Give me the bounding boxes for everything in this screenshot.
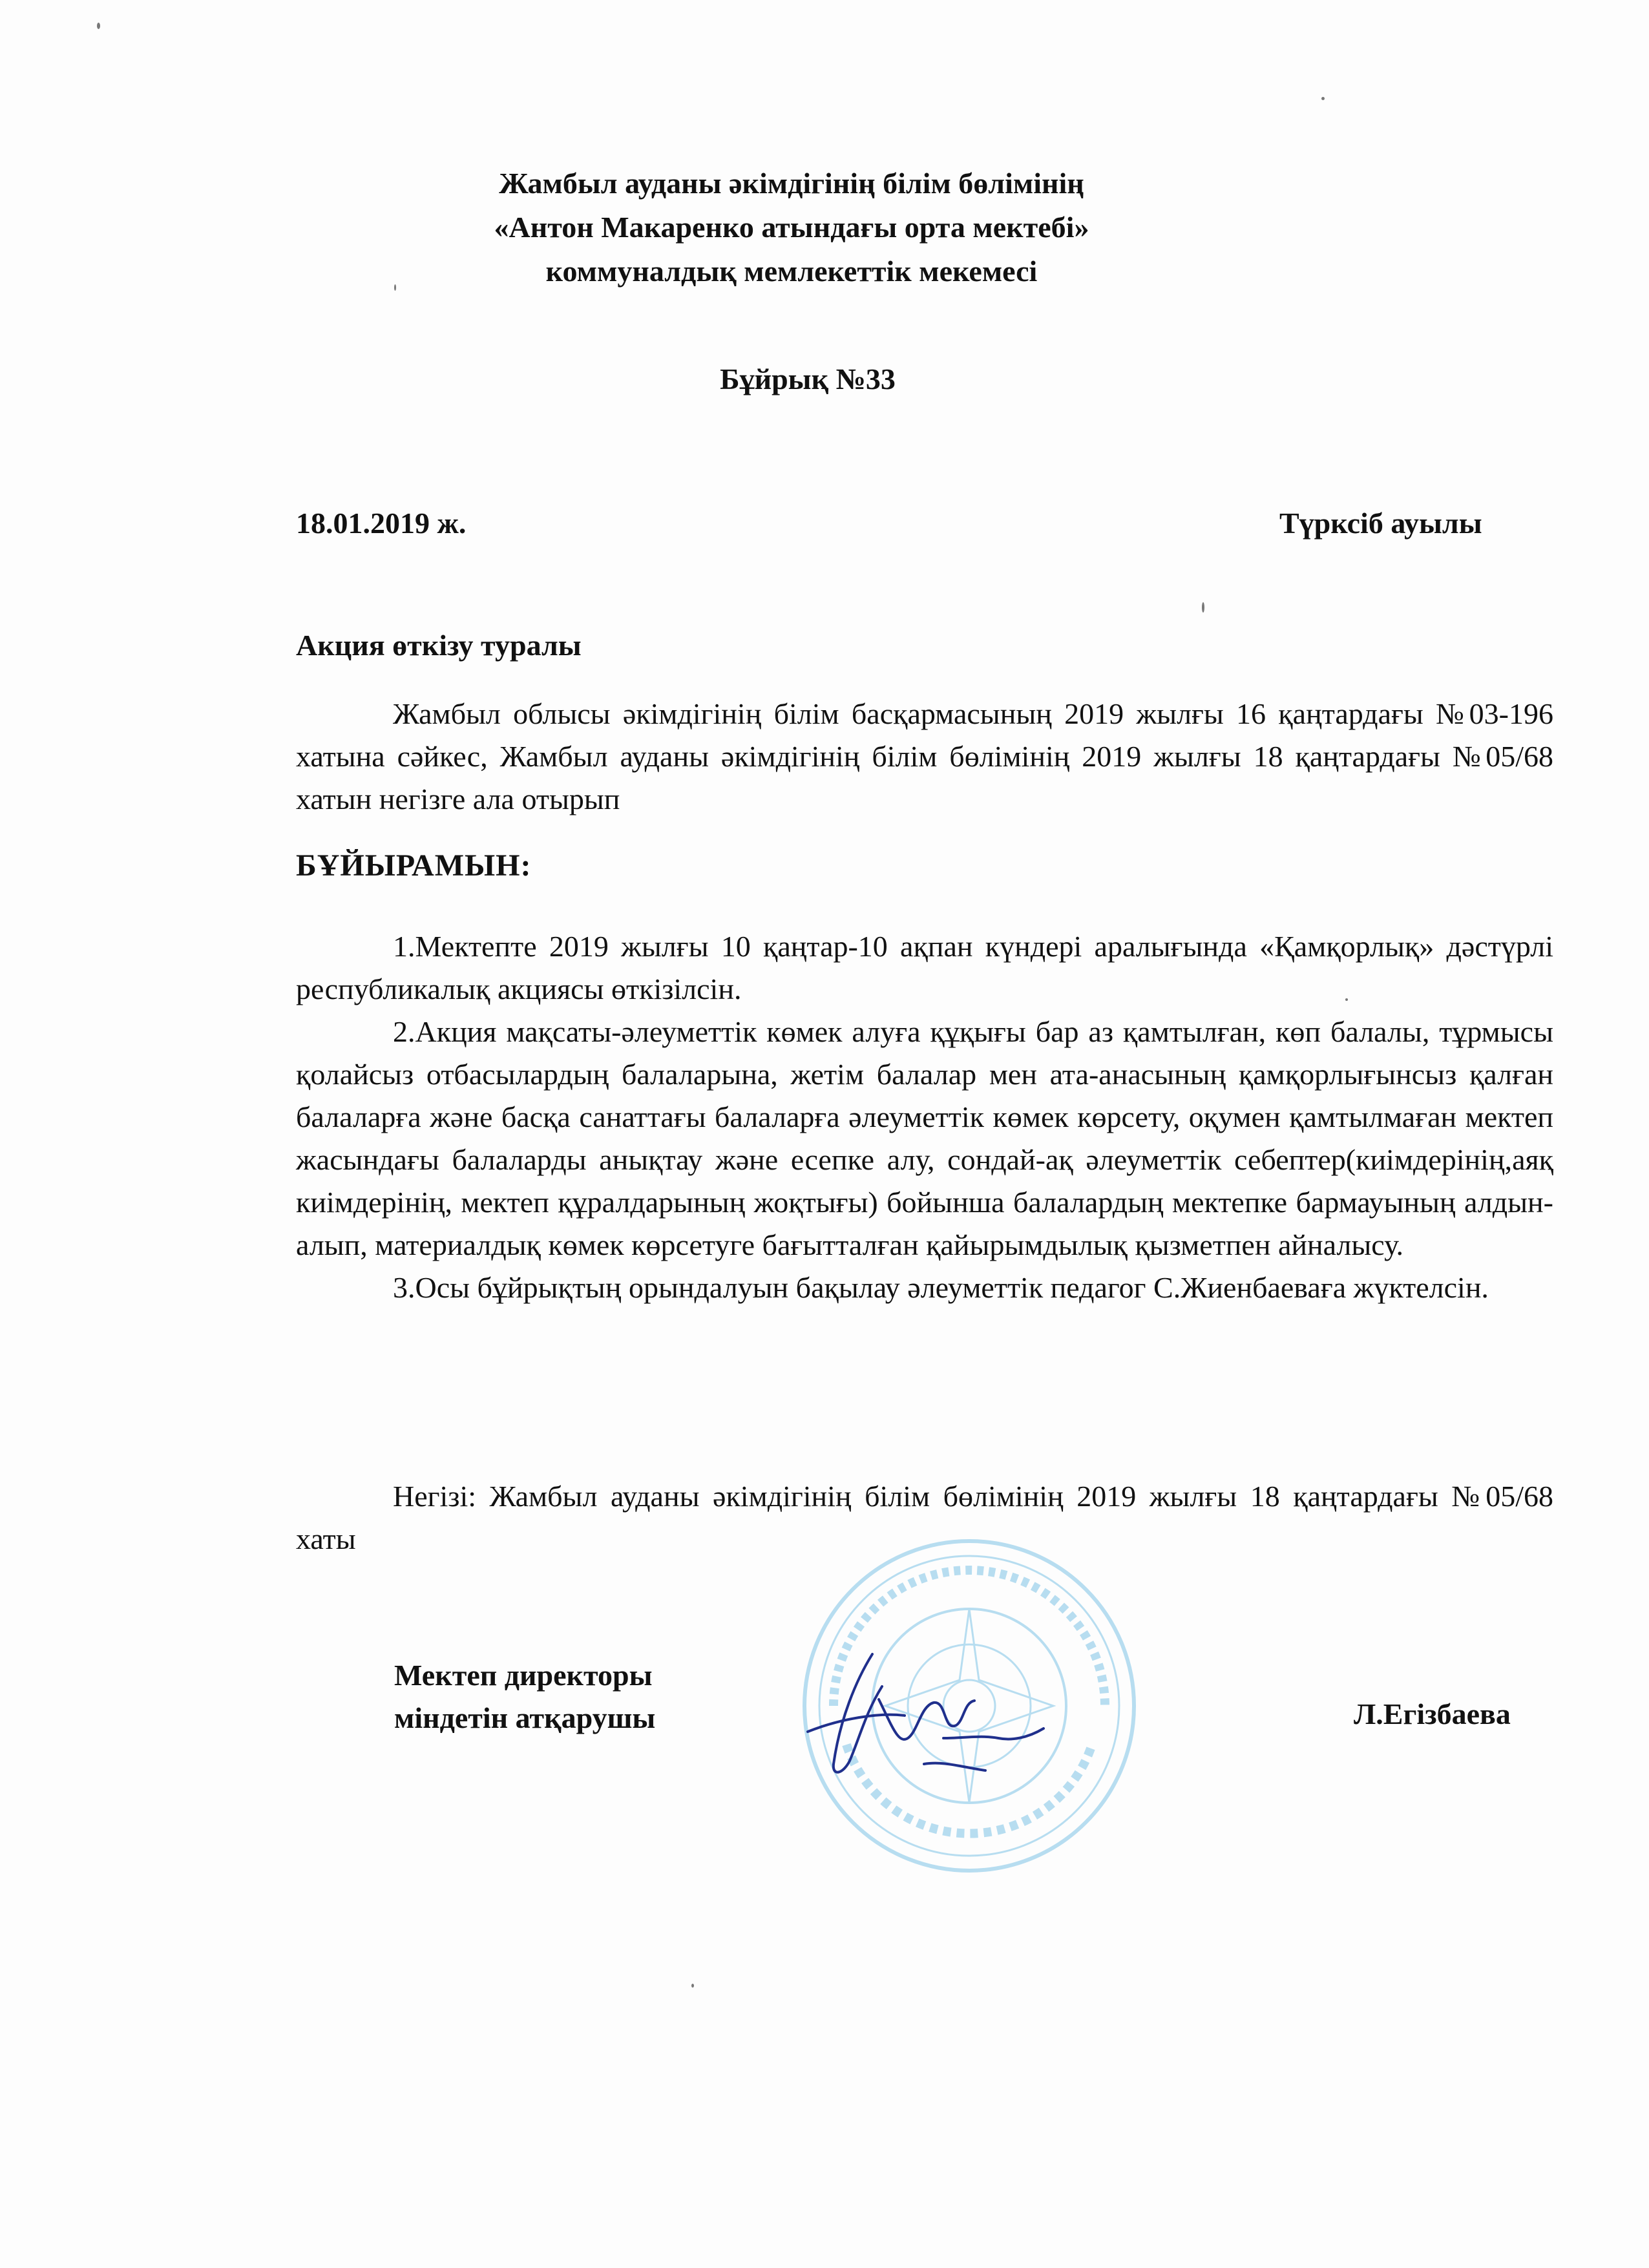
signatory-name: Л.Егізбаева	[1354, 1697, 1511, 1730]
handwritten-signature	[795, 1641, 1053, 1790]
order-item-1: 1.Мектепте 2019 жылғы 10 қаңтар-10 ақпан күндері аралығында «Қамқорлық» дәстүрлі республикалық акциясы өткізілсін.	[296, 930, 1553, 1005]
intro-paragraph	[296, 693, 1553, 821]
basis-text: Негізі: Жамбыл ауданы әкімдігінің білім бөлімінің 2019 жылғы 18 қаңтардағы №05/68 хаты	[296, 1480, 1553, 1555]
order-subject: Акция өткізу туралы	[296, 629, 582, 662]
scan-speck	[394, 284, 396, 291]
order-title: Бұйрық №33	[720, 362, 896, 395]
order-item-2: 2.Акция мақсаты-әлеуметтік көмек алуға құқығы бар аз қамтылған, көп балалы, тұрмысы қолайсыз отбасылардың балаларына, жетім балалар мен ата-анасының қамқорлығынсыз қалған балаларға және басқа санаттағы балаларға әлеуметтік көмек көрсету, оқумен қамтылмаған мектеп жасындағы балаларды анықтау және есепке алу, сондай-ақ әлеуметтік себептер(киімдерінің,аяқ киімдерінің, мектеп құралдарының жоқтығы) бойынша балалардың мектепке бармауының алдын-алып, материалдық көмек көрсетуге бағытталған қайырымдылық қызметпен айналысу.	[296, 1015, 1553, 1261]
decree-heading: БҰЙЫРАМЫН:	[296, 848, 532, 883]
signatory-title-line-2: міндетін атқарушы	[394, 1701, 656, 1734]
intro-text: Жамбыл облысы әкімдігінің білім басқармасының 2019 жылғы 16 қаңтардағы №03-196 хатына сәйкес, Жамбыл ауданы әкімдігінің білім бөлімінің 2019 жылғы 18 қаңтардағы №05/68 хатын негізге ала отырып	[296, 697, 1553, 815]
header-line-3: коммуналдық мемлекеттік мекемесі	[545, 255, 1038, 288]
scan-speck	[1345, 998, 1348, 1001]
header-line-2: «Антон Макаренко атындағы орта мектебі»	[494, 211, 1089, 244]
scan-speck	[1202, 602, 1204, 613]
order-date: 18.01.2019 ж.	[296, 507, 467, 540]
order-place: Түрксіб ауылы	[1279, 507, 1482, 540]
order-items	[296, 925, 1553, 1309]
scan-speck	[97, 23, 100, 29]
scan-speck	[1321, 97, 1325, 100]
scan-speck	[691, 1984, 694, 1988]
document-header	[452, 162, 1131, 293]
signatory-title-line-1: Мектеп директоры	[394, 1659, 653, 1692]
signatory-title	[394, 1654, 655, 1739]
header-line-1: Жамбыл ауданы әкімдігінің білім бөлімінің	[499, 167, 1084, 200]
order-item-3: 3.Осы бұйрықтың орындалуын бақылау әлеуметтік педагог С.Жиенбаеваға жүктелсін.	[393, 1271, 1489, 1304]
